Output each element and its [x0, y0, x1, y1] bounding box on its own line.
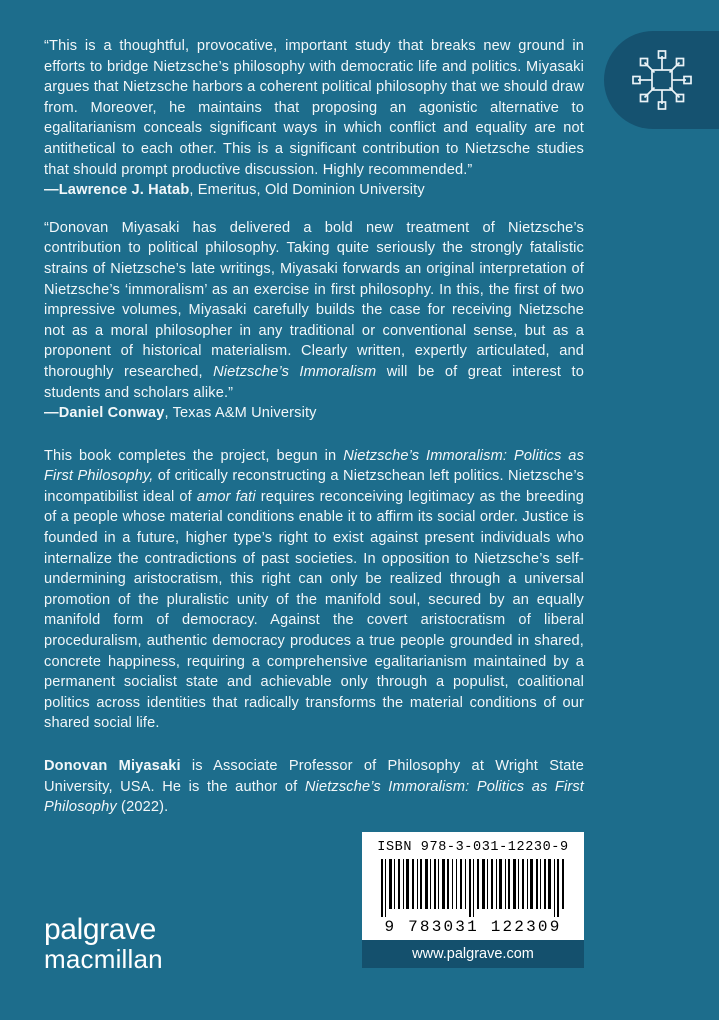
spacer: [44, 201, 584, 218]
author-bio-part1: is Associate Professor of Philosophy at Wright State University, USA. He is the author of: [44, 758, 584, 795]
blurb-conway: [44, 218, 584, 424]
blurb-conway-quote-part1: “Donovan Miyasaki has delivered a bold new treatment of Nietzsche’s contribution to political philosophy. Taking quite seriously the strongly fatalistic strains of Nietzsche’s late writings, Miyasaki forwards an original interpretation of Nietzsche’s ‘immoralism’ as an exercise in first philosophy. In this, the first of two impressive volumes, Miyasaki carefully builds the case for receiving Nietzsche not as a moral philosopher in any traditional or conventional sense, but as a proponent of historical materialism. Clearly written, expertly articulated, and thoroughly researched,: [44, 219, 584, 380]
blurb-conway-quote-part2: will be of great interest to students and scholars alike.”: [44, 363, 584, 401]
description-term-amor-fati: amor fati: [196, 488, 256, 505]
brand-badge: [604, 31, 719, 129]
author-bio-part2: (2022).: [116, 799, 169, 816]
blurb-hatab-quote: “This is a thoughtful, provocative, important study that breaks new ground in efforts to bridge Nietzsche’s philosophy with democratic life and politics. Miyasaki argues that Nietzsche harbors a coherent political philosophy that we should draw from. Moreover, he maintains that proposing an agonistic alternative to egalitarianism conceals significant ways in which conflict and equality are not antithetical to each other. This is a significant contribution to Nietzsche studies that should prompt productive discussion. Highly recommended.”: [44, 38, 584, 178]
palgrave-wordmark: palgrave: [44, 913, 156, 946]
palgrave-macmillan-logo: [44, 913, 254, 975]
network-nodes-icon: [626, 44, 698, 116]
blurb-hatab-dash-name: —Lawrence J. Hatab: [44, 182, 190, 199]
description-part3: requires reconceiving legitimacy as the breeding of a people whose material conditions enable it to affirm its social order. Justice is founded in a future, higher type’s right to exist against present individuals who internalize the contradictions of past societies. In opposition to Nietzsche’s self-undermining aristocratism, this right can only be realized through a universal promotion of the pluralistic unity of the manifold soul, secured by an equally manifold form of democracy. Against the covert aristocratism of liberal proceduralism, authentic democracy produces a true people grounded in shared, concrete happiness, requiring a comprehensive egalitarianism maintained by a permanent socialist state and achievable only through a populist, coalitional politics across identities that radically transforms the material conditions of our shared social life.: [44, 488, 584, 732]
blurb-hatab-attribution: —Lawrence J. Hatab, Emeritus, Old Dominion University: [44, 182, 425, 199]
macmillan-wordmark: macmillan: [44, 944, 163, 974]
ean-digits: 9 783031 122309: [384, 918, 562, 936]
isbn-label: ISBN 978-3-031-12230-9: [377, 840, 569, 855]
author-name: Donovan Miyasaki: [44, 758, 181, 774]
barcode-block: [362, 832, 584, 968]
author-bio-title: Nietzsche’s Immoralism: Politics as First Philosophy: [44, 778, 585, 816]
publisher-logo: [44, 913, 254, 975]
spacer: [44, 424, 584, 446]
blurb-hatab: [44, 36, 584, 201]
palgrave-url: www.palgrave.com: [362, 940, 584, 968]
blurb-conway-dash-name: —Daniel Conway: [44, 405, 165, 422]
author-bio: [44, 756, 584, 818]
description-part1: This book completes the project, begun in: [44, 447, 344, 464]
ean13-barcode: [379, 859, 567, 917]
description-title-1: Nietzsche’s Immoralism: Politics as First Philosophy,: [44, 447, 585, 485]
barcode-white-panel: [362, 832, 584, 940]
blurb-conway-attribution: —Daniel Conway, Texas A&M University: [44, 405, 317, 422]
spacer: [44, 734, 584, 756]
book-description: [44, 446, 584, 734]
blurb-conway-book-title: Nietzsche’s Immoralism: [213, 363, 377, 380]
cover-text-column: [44, 36, 584, 818]
description-part2: of critically reconstructing a Nietzschean left politics. Nietzsche’s incompatibilist ideal of: [44, 468, 584, 505]
